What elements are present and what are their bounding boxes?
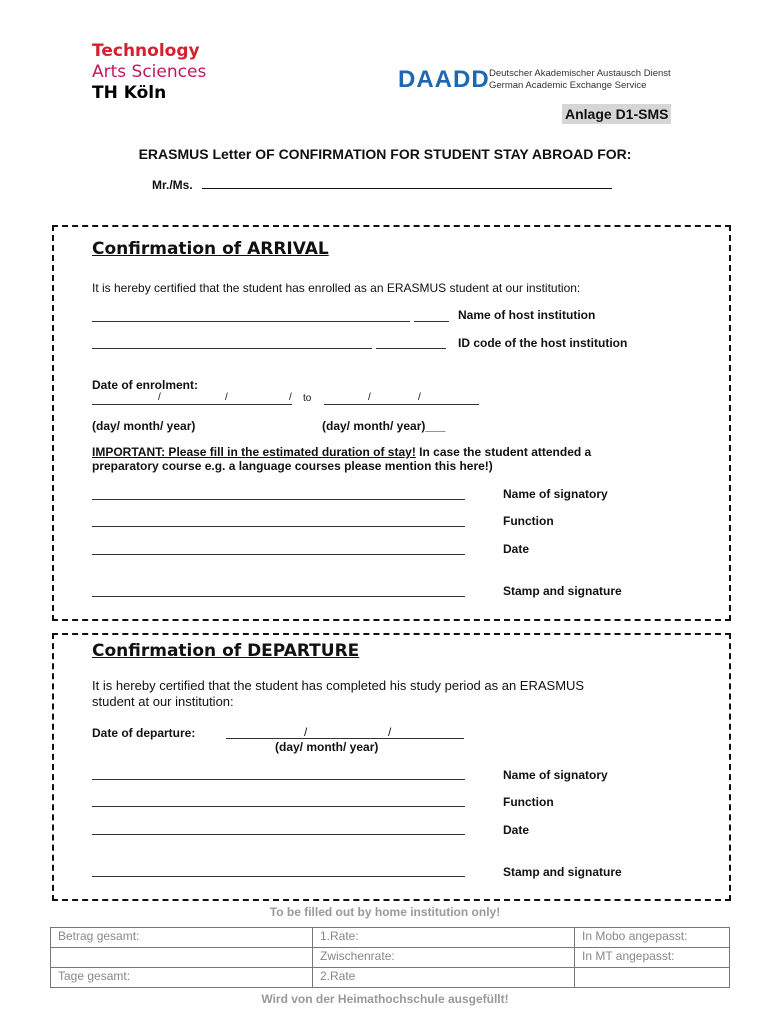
- date-slash: /: [418, 392, 421, 403]
- fee-table: [50, 927, 730, 988]
- date-slash: /: [368, 392, 371, 403]
- id-code-field[interactable]: [92, 348, 372, 349]
- date-slash: /: [388, 725, 392, 739]
- logo-line-3: TH Köln: [92, 83, 167, 103]
- dep-signatory-name-field[interactable]: [92, 779, 465, 780]
- departure-title: Confirmation of DEPARTURE: [92, 641, 360, 661]
- table-cell[interactable]: 2.Rate: [313, 968, 575, 988]
- attachment-label: Anlage D1-SMS: [562, 104, 671, 124]
- departure-intro-line1: It is hereby certified that the student has completed his study period as an ERASMUS: [92, 678, 585, 693]
- stamp-signature-label: Stamp and signature: [503, 584, 622, 598]
- date-label: Date: [503, 542, 530, 556]
- departure-intro-line2: student at our institution:: [92, 694, 234, 709]
- signatory-name-field[interactable]: [92, 499, 465, 500]
- arrival-title: Confirmation of ARRIVAL: [92, 239, 329, 259]
- daad-subtitle-de: Deutscher Akademischer Austausch Dienst: [489, 68, 671, 79]
- departure-date-field[interactable]: [226, 738, 464, 739]
- important-note-underlined: IMPORTANT: Please fill in the estimated duration of stay!: [92, 445, 416, 459]
- mr-ms-label: Mr./Ms.: [152, 178, 193, 192]
- important-note-rest: In case the student attended a: [415, 445, 592, 459]
- student-name-field[interactable]: [202, 178, 612, 189]
- table-row: [51, 968, 730, 988]
- important-note-line2: preparatory course e.g. a language courses please mention this here!): [92, 459, 493, 473]
- dep-date-field[interactable]: [92, 834, 465, 835]
- daad-logo: DAADD: [398, 66, 490, 93]
- table-cell[interactable]: In Mobo angepasst:: [575, 928, 730, 948]
- table-cell[interactable]: 1.Rate:: [313, 928, 575, 948]
- departure-section: [52, 633, 731, 901]
- date-slash: /: [225, 392, 228, 403]
- page-title: ERASMUS Letter OF CONFIRMATION FOR STUDENT STAY ABROAD FOR:: [138, 146, 632, 162]
- logo-line-1: Technology: [92, 41, 200, 61]
- arrival-intro: It is hereby certified that the student has enrolled as an ERASMUS student at our institution:: [92, 281, 581, 295]
- daad-subtitle: [489, 68, 671, 92]
- host-institution-field-ext[interactable]: [414, 321, 449, 322]
- dep-function-field[interactable]: [92, 806, 465, 807]
- stamp-signature-field[interactable]: [92, 596, 465, 597]
- th-koeln-logo: [92, 41, 206, 104]
- id-code-field-ext[interactable]: [376, 348, 446, 349]
- dep-date-label: Date: [503, 823, 530, 837]
- important-note: [92, 445, 652, 473]
- daad-subtitle-en: German Academic Exchange Service: [489, 80, 647, 91]
- table-cell[interactable]: [51, 948, 313, 968]
- dep-signatory-name-label: Name of signatory: [503, 768, 608, 782]
- table-cell[interactable]: Tage gesamt:: [51, 968, 313, 988]
- enrolment-to-field[interactable]: [324, 404, 479, 405]
- date-slash: /: [158, 392, 161, 403]
- dep-stamp-signature-label: Stamp and signature: [503, 865, 622, 879]
- home-institution-note: To be filled out by home institution only!: [269, 905, 501, 919]
- logo-line-2: Arts Sciences: [92, 62, 207, 82]
- date-slash: /: [304, 725, 308, 739]
- dep-function-label: Function: [503, 795, 554, 809]
- arrival-section: [52, 225, 731, 621]
- function-field[interactable]: [92, 526, 465, 527]
- enrolment-date-label: Date of enrolment:: [92, 378, 199, 392]
- date-field[interactable]: [92, 554, 465, 555]
- table-cell[interactable]: Betrag gesamt:: [51, 928, 313, 948]
- departure-dmy-hint: (day/ month/ year): [275, 740, 379, 754]
- dmy-hint-right: (day/ month/ year)___: [322, 419, 446, 433]
- table-cell[interactable]: Zwischenrate:: [313, 948, 575, 968]
- function-label: Function: [503, 514, 554, 528]
- home-institution-note-de: Wird von der Heimathochschule ausgefüllt!: [261, 992, 509, 1006]
- host-institution-label: Name of host institution: [458, 308, 596, 322]
- id-code-label: ID code of the host institution: [458, 336, 628, 350]
- host-institution-field[interactable]: [92, 321, 410, 322]
- departure-date-label: Date of departure:: [92, 726, 196, 740]
- signatory-name-label: Name of signatory: [503, 487, 608, 501]
- dmy-hint-left: (day/ month/ year): [92, 419, 196, 433]
- table-cell[interactable]: [575, 968, 730, 988]
- table-row: [51, 928, 730, 948]
- to-label: to: [303, 393, 312, 404]
- table-cell[interactable]: In MT angepasst:: [575, 948, 730, 968]
- date-slash: /: [289, 392, 292, 403]
- dep-stamp-signature-field[interactable]: [92, 876, 465, 877]
- student-name-row: [152, 178, 612, 192]
- departure-intro: [92, 678, 584, 710]
- enrolment-from-field[interactable]: [92, 404, 292, 405]
- table-row: [51, 948, 730, 968]
